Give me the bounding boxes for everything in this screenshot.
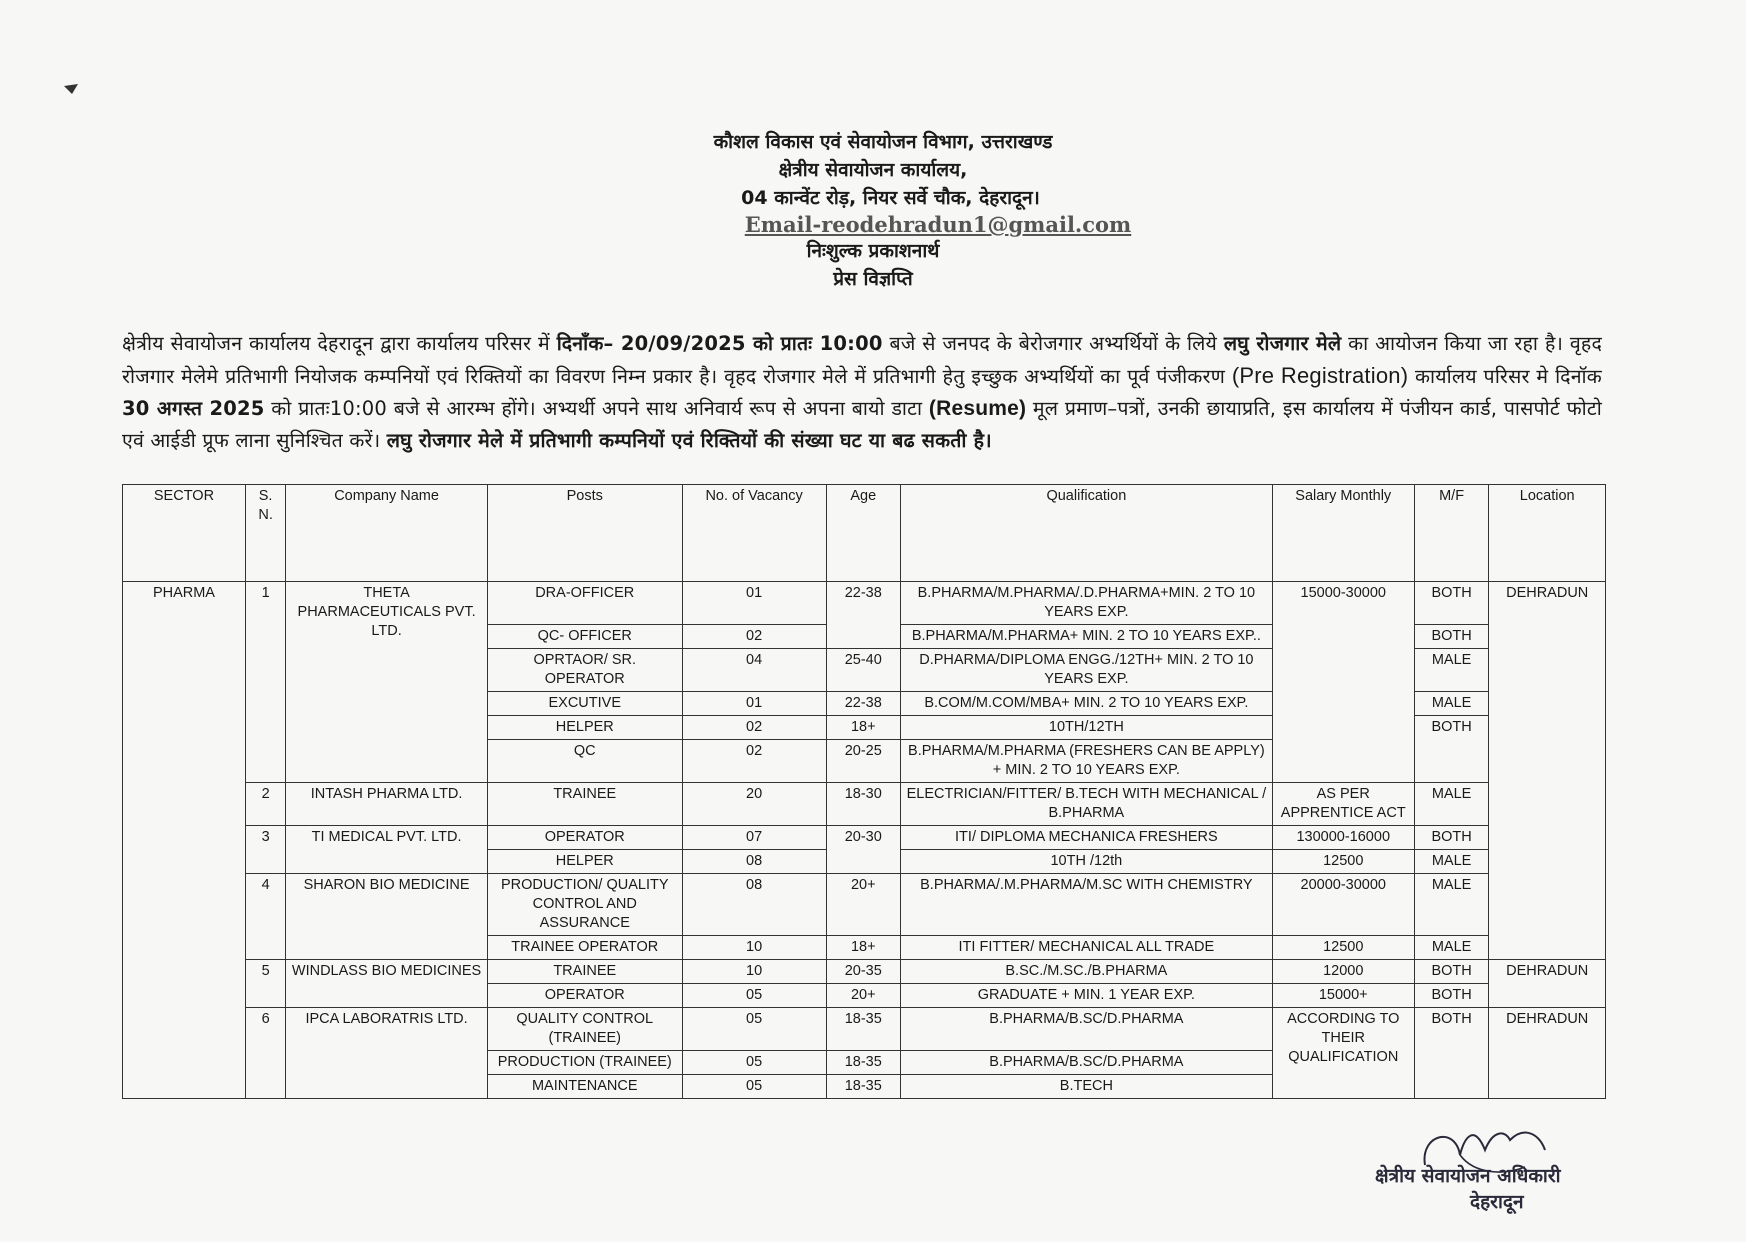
table-row: [123, 783, 1606, 826]
salary-cell: ACCORDING TO THEIR QUALIFICATION: [1272, 1008, 1414, 1099]
age-cell: 20-35: [826, 960, 901, 984]
company-cell: TI MEDICAL PVT. LTD.: [286, 826, 488, 874]
table-row: [123, 826, 1606, 850]
qualification-cell: GRADUATE + MIN. 1 YEAR EXP.: [901, 984, 1273, 1008]
post-cell: PRODUCTION/ QUALITY CONTROL AND ASSURANCE: [487, 874, 682, 936]
mf-cell: BOTH: [1414, 984, 1489, 1008]
header-vacancy: No. of Vacancy: [682, 485, 826, 582]
header-location: Location: [1489, 485, 1606, 582]
post-cell: TRAINEE: [487, 783, 682, 826]
table-row: [123, 960, 1606, 984]
post-cell: MAINTENANCE: [487, 1075, 682, 1099]
qualification-cell: B.PHARMA/M.PHARMA+ MIN. 2 TO 10 YEARS EXP..: [901, 625, 1273, 649]
age-cell: 18-35: [826, 1008, 901, 1051]
company-cell: SHARON BIO MEDICINE: [286, 874, 488, 960]
salary-cell: 12500: [1272, 850, 1414, 874]
vacancy-cell: 05: [682, 1008, 826, 1051]
qualification-cell: B.SC./M.SC./B.PHARMA: [901, 960, 1273, 984]
age-cell: 18+: [826, 716, 901, 740]
mf-cell: BOTH: [1414, 1008, 1489, 1099]
header-mf: M/F: [1414, 485, 1489, 582]
vacancy-cell: 01: [682, 692, 826, 716]
qualification-cell: B.TECH: [901, 1075, 1273, 1099]
signatory-city: देहरादून: [1470, 1191, 1524, 1213]
vacancy-cell: 05: [682, 984, 826, 1008]
sn-cell: 6: [245, 1008, 285, 1099]
office-email: Email-reodehradun1@gmail.com: [744, 212, 1132, 237]
table-row: [123, 1008, 1606, 1051]
department-name: कौशल विकास एवं सेवायोजन विभाग, उत्तराखण्ड: [713, 131, 1053, 153]
header-company: Company Name: [286, 485, 488, 582]
post-cell: EXCUTIVE: [487, 692, 682, 716]
qualification-cell: 10TH/12TH: [901, 716, 1273, 740]
post-cell: QUALITY CONTROL (TRAINEE): [487, 1008, 682, 1051]
qualification-cell: 10TH /12th: [901, 850, 1273, 874]
vacancy-table: [122, 484, 1606, 1099]
office-name: क्षेत्रीय सेवायोजन कार्यालय,: [778, 159, 968, 181]
age-cell: 18+: [826, 936, 901, 960]
sn-cell: 2: [245, 783, 285, 826]
vacancy-cell: 07: [682, 826, 826, 850]
table-row: [123, 582, 1606, 625]
post-cell: OPERATOR: [487, 826, 682, 850]
mf-cell: BOTH: [1414, 625, 1489, 649]
vacancy-cell: 08: [682, 850, 826, 874]
signatory-block: [1375, 1162, 1561, 1214]
table-row: [123, 874, 1606, 936]
mf-cell: MALE: [1414, 850, 1489, 874]
sn-cell: 3: [245, 826, 285, 874]
post-cell: TRAINEE: [487, 960, 682, 984]
sector-cell: PHARMA: [123, 582, 246, 1099]
qualification-cell: ELECTRICIAN/FITTER/ B.TECH WITH MECHANICAL / B.PHARMA: [901, 783, 1273, 826]
mf-cell: MALE: [1414, 649, 1489, 692]
post-cell: QC- OFFICER: [487, 625, 682, 649]
vacancy-cell: 08: [682, 874, 826, 936]
notice-paragraph: क्षेत्रीय सेवायोजन कार्यालय देहरादून द्वारा कार्यालय परिसर में दिनाँक– 20/09/2025 को प्रातः 10:00 बजे से जनपद के बेरोजगार अभ्यर्थियों के लिये लघु रोजगार मेले का आयोजन किया जा रहा है। वृहद रोजगार मेलेमे प्रतिभागी नियोजक कम्पनियों एवं रिक्तियों का विवरण निम्न प्रकार है। वृहद रोजगार मेले में प्रतिभागी हेतु इच्छुक अभ्यर्थियों का पूर्व पंजीकरण (Pre Registration) कार्यालय परिसर मे दिनॉक 30 अगस्त 2025 को प्रातः10:00 बजे से आरम्भ होंगे। अभ्यर्थी अपने साथ अनिवार्य रूप से अपना बायो डाटा (Resume) मूल प्रमाण–पत्रों, उनकी छायाप्रति, इस कार्यालय में पंजीयन कार्ड, पासपोर्ट फोटो एवं आईडी प्रूफ लाना सुनिश्चित करें। लघु रोजगार मेले में प्रतिभागी कम्पनियों एवं रिक्तियों की संख्या घट या बढ सकती है।: [122, 332, 1603, 452]
mf-cell: MALE: [1414, 692, 1489, 716]
age-cell: 20+: [826, 984, 901, 1008]
qualification-cell: B.PHARMA/B.SC/D.PHARMA: [901, 1008, 1273, 1051]
mf-cell: BOTH: [1414, 826, 1489, 850]
mf-cell: BOTH: [1414, 960, 1489, 984]
sn-cell: 5: [245, 960, 285, 1008]
location-cell: DEHRADUN: [1489, 1008, 1606, 1099]
age-cell: 18-35: [826, 1051, 901, 1075]
vacancy-cell: 02: [682, 625, 826, 649]
press-release-title: प्रेस विज्ञप्ति: [833, 268, 913, 290]
age-cell: 20-25: [826, 740, 901, 783]
post-cell: PRODUCTION (TRAINEE): [487, 1051, 682, 1075]
vacancy-cell: 02: [682, 716, 826, 740]
sn-cell: 1: [245, 582, 285, 783]
corner-mark: [62, 80, 82, 100]
vacancy-cell: 05: [682, 1075, 826, 1099]
sn-cell: 4: [245, 874, 285, 960]
letterhead: [0, 128, 1746, 293]
vacancy-cell: 02: [682, 740, 826, 783]
company-cell: WINDLASS BIO MEDICINES: [286, 960, 488, 1008]
vacancy-cell: 20: [682, 783, 826, 826]
vacancy-cell: 04: [682, 649, 826, 692]
company-cell: INTASH PHARMA LTD.: [286, 783, 488, 826]
salary-cell: AS PER APPRENTICE ACT: [1272, 783, 1414, 826]
age-cell: 18-35: [826, 1075, 901, 1099]
salary-cell: 15000-30000: [1272, 582, 1414, 783]
salary-cell: 15000+: [1272, 984, 1414, 1008]
age-cell: 25-40: [826, 649, 901, 692]
age-cell: 22-38: [826, 582, 901, 649]
vacancy-cell: 05: [682, 1051, 826, 1075]
post-cell: TRAINEE OPERATOR: [487, 936, 682, 960]
table-header-row: [123, 485, 1606, 582]
header-sn: S. N.: [245, 485, 285, 582]
mf-cell: MALE: [1414, 874, 1489, 936]
salary-cell: 12000: [1272, 960, 1414, 984]
signatory-title: क्षेत्रीय सेवायोजन अधिकारी: [1375, 1165, 1561, 1187]
salary-cell: 20000-30000: [1272, 874, 1414, 936]
qualification-cell: ITI FITTER/ MECHANICAL ALL TRADE: [901, 936, 1273, 960]
qualification-cell: B.PHARMA/B.SC/D.PHARMA: [901, 1051, 1273, 1075]
mf-cell: MALE: [1414, 936, 1489, 960]
post-cell: HELPER: [487, 850, 682, 874]
post-cell: OPRTAOR/ SR. OPERATOR: [487, 649, 682, 692]
salary-cell: 12500: [1272, 936, 1414, 960]
post-cell: QC: [487, 740, 682, 783]
post-cell: HELPER: [487, 716, 682, 740]
header-salary: Salary Monthly: [1272, 485, 1414, 582]
qualification-cell: B.PHARMA/M.PHARMA/.D.PHARMA+MIN. 2 TO 10 YEARS EXP.: [901, 582, 1273, 625]
post-cell: OPERATOR: [487, 984, 682, 1008]
header-qualification: Qualification: [901, 485, 1273, 582]
vacancy-cell: 10: [682, 960, 826, 984]
vacancy-cell: 01: [682, 582, 826, 625]
header-sector: SECTOR: [123, 485, 246, 582]
location-cell: DEHRADUN: [1489, 960, 1606, 1008]
qualification-cell: D.PHARMA/DIPLOMA ENGG./12TH+ MIN. 2 TO 10 YEARS EXP.: [901, 649, 1273, 692]
header-posts: Posts: [487, 485, 682, 582]
mf-cell: MALE: [1414, 783, 1489, 826]
mf-cell: BOTH: [1414, 716, 1489, 783]
age-cell: 20+: [826, 874, 901, 936]
free-publication-note: निःशुल्क प्रकाशनार्थ: [806, 240, 940, 262]
age-cell: 18-30: [826, 783, 901, 826]
header-age: Age: [826, 485, 901, 582]
qualification-cell: B.PHARMA/M.PHARMA (FRESHERS CAN BE APPLY) + MIN. 2 TO 10 YEARS EXP.: [901, 740, 1273, 783]
company-cell: THETA PHARMACEUTICALS PVT. LTD.: [286, 582, 488, 783]
mf-cell: BOTH: [1414, 582, 1489, 625]
location-cell: DEHRADUN: [1489, 582, 1606, 960]
vacancy-cell: 10: [682, 936, 826, 960]
company-cell: IPCA LABORATRIS LTD.: [286, 1008, 488, 1099]
post-cell: DRA-OFFICER: [487, 582, 682, 625]
salary-cell: 130000-16000: [1272, 826, 1414, 850]
qualification-cell: B.PHARMA/.M.PHARMA/M.SC WITH CHEMISTRY: [901, 874, 1273, 936]
qualification-cell: ITI/ DIPLOMA MECHANICA FRESHERS: [901, 826, 1273, 850]
office-address: 04 कान्वेंट रोड़, नियर सर्वे चौक, देहरादून।: [741, 187, 1040, 209]
age-cell: 20-30: [826, 826, 901, 874]
qualification-cell: B.COM/M.COM/MBA+ MIN. 2 TO 10 YEARS EXP.: [901, 692, 1273, 716]
age-cell: 22-38: [826, 692, 901, 716]
